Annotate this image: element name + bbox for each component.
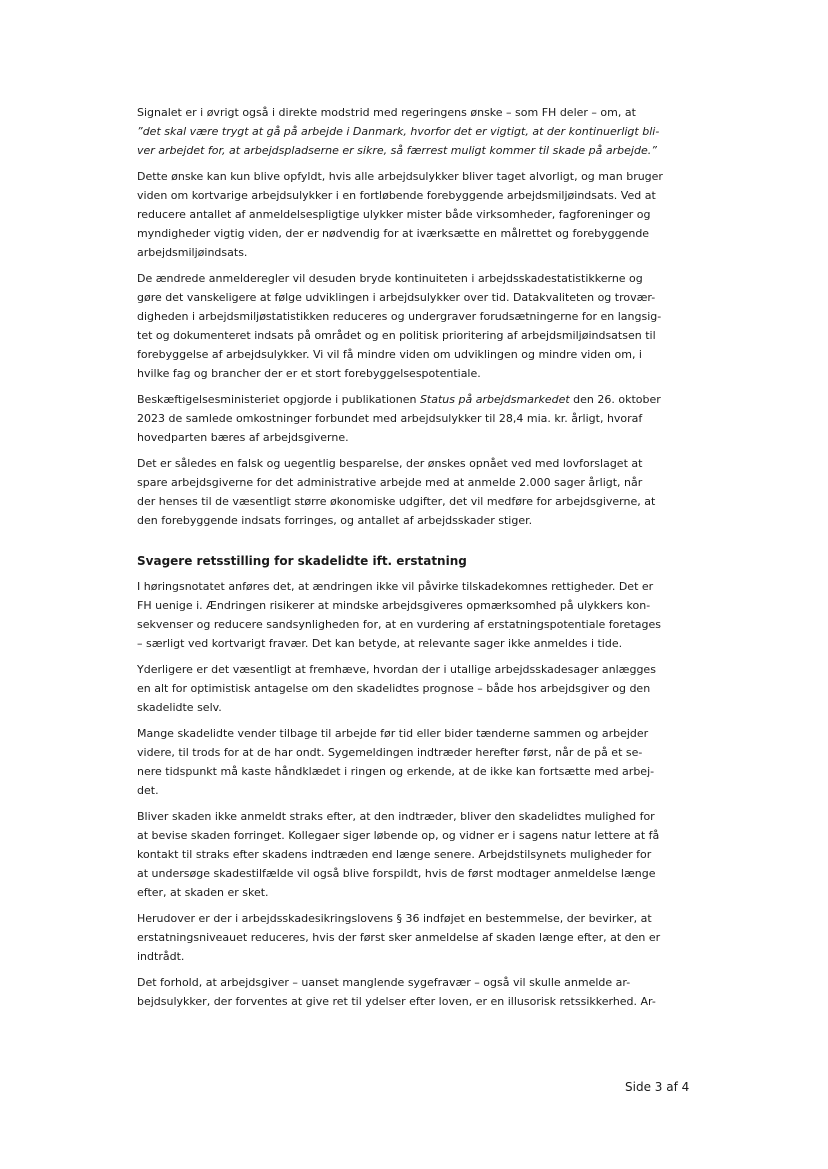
paragraph — [137, 390, 717, 447]
text-line: det. — [137, 784, 159, 797]
text-line: tet og dokumenteret indsats på området og en politisk prioritering af arbejdsmiljøindsatsen til — [137, 329, 656, 342]
page-number: Side 3 af 4 — [625, 1080, 690, 1094]
italic-text: ver arbejdet for, at arbejdspladserne er sikre, så færrest muligt kommer til skade på arbejde.” — [137, 144, 657, 157]
italic-text: Status på arbejdsmarkedet — [419, 393, 570, 406]
text-line: arbejdsmiljøindsats. — [137, 246, 248, 259]
text-line: Det er således en falsk og uegentlig besparelse, der ønskes opnået ved med lovforslaget at — [137, 457, 643, 470]
paragraph — [137, 724, 717, 800]
paragraph — [137, 973, 717, 1011]
text-line: den forebyggende indsats forringes, og antallet af arbejdsskader stiger. — [137, 514, 533, 527]
text-line: forebyggelse af arbejdsulykker. Vi vil få mindre viden om udviklingen og mindre viden om, i — [137, 348, 642, 361]
text-line — [137, 390, 717, 409]
text-line: FH uenige i. Ændringen risikerer at mindske arbejdsgiveres opmærksomhed på ulykkers kon- — [137, 599, 651, 612]
text-line: spare arbejdsgiverne for det administrative arbejde med at anmelde 2.000 sager årligt, når — [137, 476, 643, 489]
text-line: at undersøge skadestilfælde vil også blive forspildt, hvis de først modtager anmeldelse længe — [137, 867, 656, 880]
text-line: digheden i arbejdsmiljøstatistikken reduceres og undergraver forudsætningerne for en langsig- — [137, 310, 662, 323]
paragraph — [137, 103, 717, 160]
text-segment: Beskæftigelsesministeriet opgjorde i publikationen — [137, 393, 420, 406]
text-line: gøre det vanskeligere at følge udviklingen i arbejdsulykker over tid. Datakvaliteten og trovær- — [137, 291, 656, 304]
text-line: Bliver skaden ikke anmeldt straks efter, at den indtræder, bliver den skadelidtes mulighed for — [137, 810, 655, 823]
text-line: bejdsulykker, der forventes at give ret til ydelser efter loven, er en illusorisk retssikkerhed. Ar- — [137, 995, 656, 1008]
text-line: sekvenser og reducere sandsynligheden for, at en vurdering af erstatningspotentiale foretages — [137, 618, 661, 631]
text-line: viden om kortvarige arbejdsulykker i en fortløbende forebyggende arbejdsmiljøindsats. Ved at — [137, 189, 656, 202]
paragraph — [137, 167, 717, 262]
text-line: nere tidspunkt må kaste håndklædet i ringen og erkende, at de ikke kan fortsætte med arbej- — [137, 765, 655, 778]
text-line — [137, 122, 717, 141]
text-segment: den 26. oktober — [569, 393, 661, 406]
paragraph — [137, 577, 717, 653]
text-line: der henses til de væsentligt større økonomiske udgifter, det vil medføre for arbejdsgiverne, at — [137, 495, 656, 508]
text-line: skadelidte selv. — [137, 701, 222, 714]
section-heading: Svagere retsstilling for skadelidte ift. erstatning — [137, 554, 467, 568]
text-line: Signalet er i øvrigt også i direkte modstrid med regeringens ønske – som FH deler – om, at — [137, 106, 636, 119]
text-line: reducere antallet af anmeldelsespligtige ulykker mister både virksomheder, fagforeninger og — [137, 208, 651, 221]
paragraph — [137, 660, 717, 717]
paragraph — [137, 269, 717, 383]
text-line: Mange skadelidte vender tilbage til arbejde før tid eller bider tænderne sammen og arbejder — [137, 727, 649, 740]
text-line: en alt for optimistisk antagelse om den skadelidtes prognose – både hos arbejdsgiver og den — [137, 682, 651, 695]
text-line: myndigheder vigtig viden, der er nødvendig for at iværksætte en målrettet og forebyggende — [137, 227, 650, 240]
text-line: hvilke fag og brancher der er et stort forebyggelsespotentiale. — [137, 367, 481, 380]
text-line: De ændrede anmelderegler vil desuden bryde kontinuiteten i arbejdsskadestatistikkerne og — [137, 272, 643, 285]
italic-text: ”det skal være trygt at gå på arbejde i Danmark, hvorfor det er vigtigt, at der kontinuerligt bli- — [137, 125, 660, 138]
text-line: – særligt ved kortvarigt fravær. Det kan betyde, at relevante sager ikke anmeldes i tide. — [137, 637, 623, 650]
text-line: videre, til trods for at de har ondt. Sygemeldingen indtræder herefter først, når de på et se- — [137, 746, 643, 759]
text-line: hovedparten bæres af arbejdsgiverne. — [137, 431, 349, 444]
text-line: Herudover er der i arbejdsskadesikringslovens § 36 indføjet en bestemmelse, der bevirker, at — [137, 912, 652, 925]
text-line: indtrådt. — [137, 950, 185, 963]
text-line — [137, 141, 717, 160]
text-line: Yderligere er det væsentligt at fremhæve, hvordan der i utallige arbejdsskadesager anlægges — [137, 663, 656, 676]
text-line: Det forhold, at arbejdsgiver – uanset manglende sygefravær – også vil skulle anmelde ar- — [137, 976, 631, 989]
paragraph — [137, 454, 717, 530]
text-line: at bevise skaden forringet. Kollegaer siger løbende op, og vidner er i sagens natur lettere at få — [137, 829, 660, 842]
paragraph — [137, 807, 717, 902]
text-line: kontakt til straks efter skadens indtræden end længe senere. Arbejdstilsynets muligheder for — [137, 848, 652, 861]
text-line: Dette ønske kan kun blive opfyldt, hvis alle arbejdsulykker bliver taget alvorligt, og man bruger — [137, 170, 663, 183]
text-line: I høringsnotatet anføres det, at ændringen ikke vil påvirke tilskadekomnes rettigheder. Det er — [137, 580, 654, 593]
text-line: efter, at skaden er sket. — [137, 886, 269, 899]
paragraph — [137, 909, 717, 966]
text-line: 2023 de samlede omkostninger forbundet med arbejdsulykker til 28,4 mia. kr. årligt, hvoraf — [137, 412, 643, 425]
document-body — [137, 103, 717, 1018]
text-line: erstatningsniveauet reduceres, hvis der først sker anmeldelse af skaden længe efter, at den er — [137, 931, 661, 944]
